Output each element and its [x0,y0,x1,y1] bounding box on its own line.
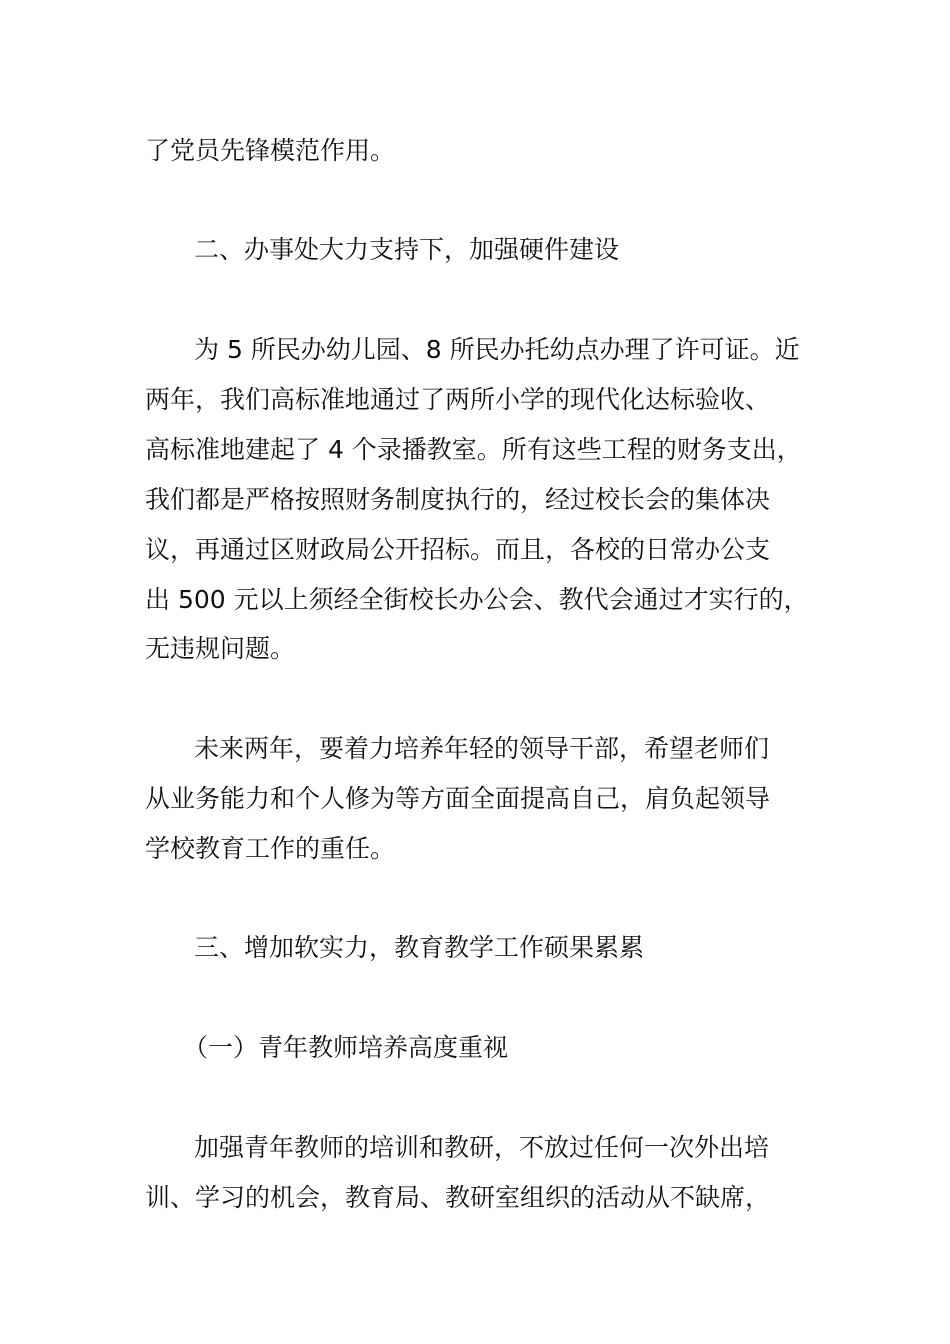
text-line: 未来两年，要着力培养年轻的领导干部，希望老师们 [194,734,770,763]
text-line: 加强青年教师的培训和教研，不放过任何一次外出培 [194,1133,770,1162]
text-line: 我们都是严格按照财务制度执行的，经过校长会的集体决 [145,485,771,514]
text-line: 两年，我们高标准地通过了两所小学的现代化达标验收、 [145,385,771,414]
section-heading: 三、增加软实力，教育教学工作硕果累累 [194,933,645,962]
text-line: 学校教育工作的重任。 [145,834,396,863]
section-heading: 二、办事处大力支持下，加强硬件建设 [194,235,620,264]
text-line: 高标准地建起了 4 个录播教室。所有这些工程的财务支出， [145,435,802,464]
text-line: 从业务能力和个人修为等方面全面提高自己，肩负起领导 [145,784,771,813]
text-line: 议，再通过区财政局公开招标。而且，各校的日常办公支 [145,535,771,564]
text-line: 出 500 元以上须经全街校长办公会、教代会通过才实行的， [145,585,809,614]
subsection-heading: （一）青年教师培养高度重视 [183,1033,509,1062]
text-line: 了党员先锋模范作用。 [145,136,396,165]
text-line: 为 5 所民办幼儿园、8 所民办托幼点办理了许可证。近 [194,335,800,364]
text-line: 无违规问题。 [145,634,296,663]
text-line: 训、学习的机会，教育局、教研室组织的活动从不缺席， [145,1183,771,1212]
